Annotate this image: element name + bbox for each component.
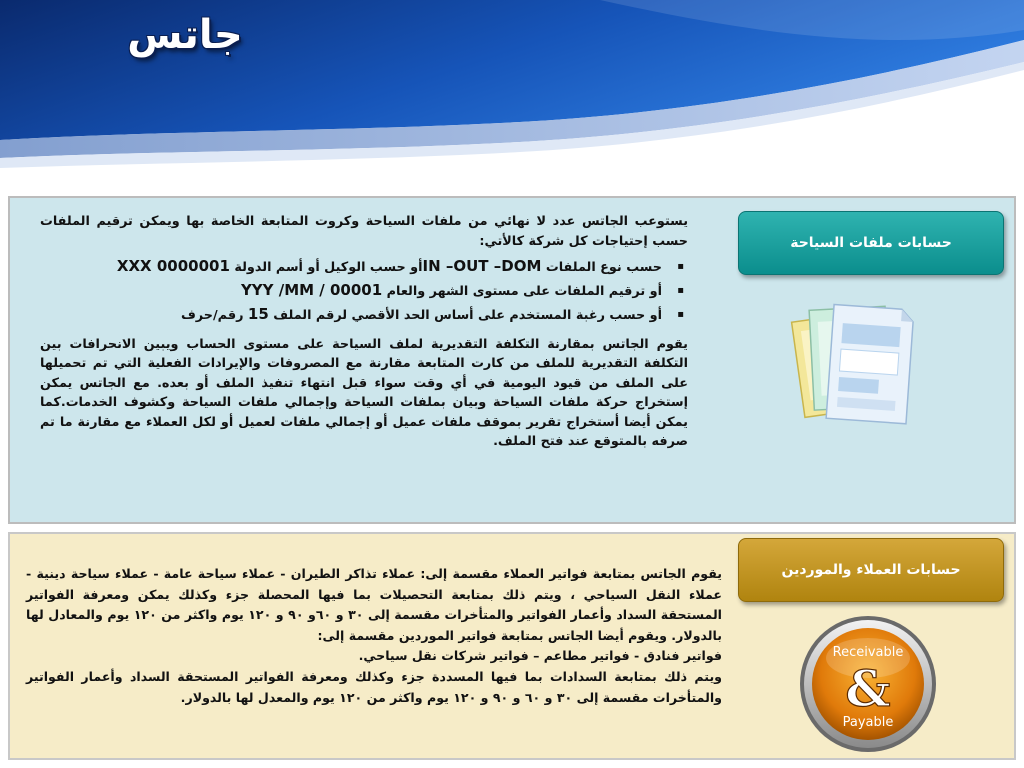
receivable-payable-badge: [798, 614, 938, 754]
customers-suppliers-line: يقوم الجاتس بمتابعة فواتير العملاء مقسمة إلى: عملاء تذاكر الطيران - عملاء سياحة عامة - عملاء سياحة دينية - عملاء النقل السياحي ، ويتم ذلك بمتابعة التحصيلات بما فيها المحصلة جزء وكذلك يمكن ومعرفة الفواتير المستحقة السداد وأعمار الفواتير والمتأخرات مقسمة إلى ٣٠ و ٦٠و ٩٠ و ١٢٠ يوم واكثر من ١٢٠ يوم والمعادل لها بالدولار. ويقوم أيضا الجاتس بمتابعة فواتير الموردين مقسمة إلى:: [26, 566, 722, 643]
list-item: ▪ حسب نوع الملفات IN –OUT –DOMأو حسب الوكيل أو أسم الدولة XXX 0000001: [40, 255, 662, 279]
badge-ampersand: &: [845, 659, 891, 718]
documents-icon: [786, 296, 922, 432]
file-numbering-list: [40, 255, 688, 327]
list-item: ▪ أو ترقيم الملفات على مستوى الشهر والعام YYY /MM / 00001: [40, 279, 662, 303]
customers-suppliers-text: [26, 564, 722, 708]
tourism-files-text: [40, 212, 688, 451]
tourism-files-paragraph: يقوم الجاتس بمقارنة التكلفة التقديرية لملف السياحة على مستوى الحساب ويبين الانحرافات بين التكلفة التقديرية للملف من كارت المتابعة مقارنة مع المصروفات والإيرادات الفعلية التي تم تحميلها على الملف من قيود اليومية في أي وقت سواء قبل انتهاء تنفيذ الملف أو بعده. مع الجاتس يمكن إستخراج حركة ملفات السياحة وبيان بملفات السياحة وإجمالي ملفات السياحة وكشوف الخدمات.كما يمكن أيضا أستخراج تقرير بموقف ملفات عميل أو إجمالي ملفات لعميل أو لكل العملاء مع مقارنة ما تم صرفه بالمتوقع عند فتح الملف.: [40, 337, 688, 450]
customers-suppliers-line: فواتير فنادق - فواتير مطاعم – فواتير شركات نقل سياحي.: [358, 648, 722, 664]
tourism-files-tag: حسابات ملفات السياحة: [738, 211, 1004, 275]
list-item: ▪ أو حسب رغبة المستخدم على أساس الحد الأقصي لرقم الملف 15 رقم/حرف: [40, 303, 662, 327]
badge-line-payable: Payable: [842, 715, 894, 730]
page-title: جاتس: [127, 12, 243, 58]
customers-suppliers-tag: حسابات العملاء والموردين: [738, 538, 1004, 602]
customers-suppliers-line: ويتم ذلك بمتابعة السدادات بما فيها المسددة جزء وكذلك ومعرفة الفواتير المستحقة السداد وأعمار الفواتير والمتأخرات مقسمة إلى ٣٠ و ٦٠ و ٩٠ و ١٢٠ يوم واكثر من ١٢٠ يوم والمعدل لها بالدولار.: [26, 668, 722, 705]
badge-line-receivable: Receivable: [832, 645, 904, 660]
tourism-files-intro: يستوعب الجاتس عدد لا نهائي من ملفات السياحة وكروت المتابعة الخاصة بها ويمكن ترقيم الملفات حسب إحتياجات كل شركة كالأتي:: [40, 214, 688, 249]
